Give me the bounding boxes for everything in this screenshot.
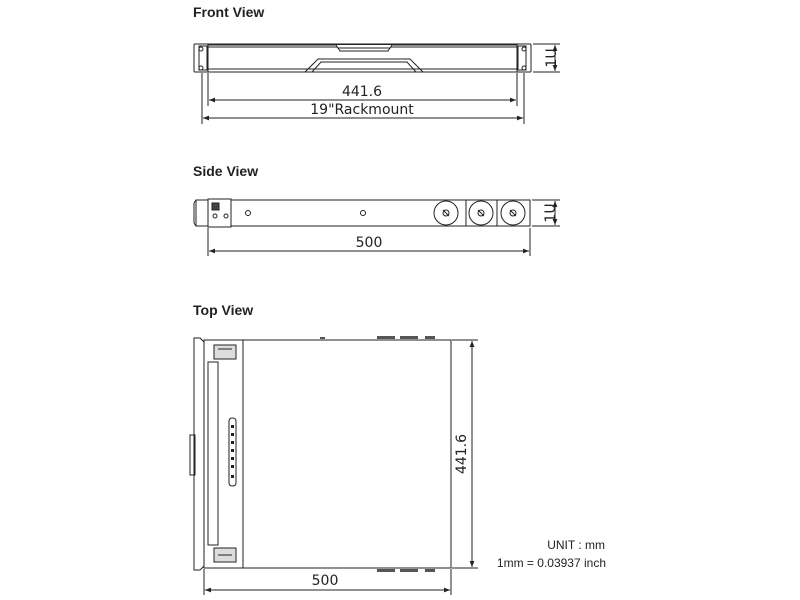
top-width-label: 441.6: [454, 433, 470, 475]
side-view-drawing: [194, 199, 530, 227]
side-view-title: Side View: [193, 163, 259, 179]
front-height-label: 1U: [544, 48, 560, 68]
side-depth-label: 500: [355, 235, 383, 251]
front-view-title: Front View: [193, 4, 265, 20]
top-depth-label: 500: [311, 573, 339, 589]
top-view-drawing: [190, 336, 451, 572]
unit-label: UNIT : mm: [547, 538, 605, 552]
top-view-title: Top View: [193, 302, 254, 318]
side-height-label: 1U: [543, 203, 559, 223]
front-width-label: 441.6: [341, 84, 383, 100]
front-rack-label: 19"Rackmount: [310, 102, 414, 118]
front-view-drawing: [194, 44, 531, 72]
unit-conversion: 1mm = 0.03937 inch: [496, 556, 606, 570]
